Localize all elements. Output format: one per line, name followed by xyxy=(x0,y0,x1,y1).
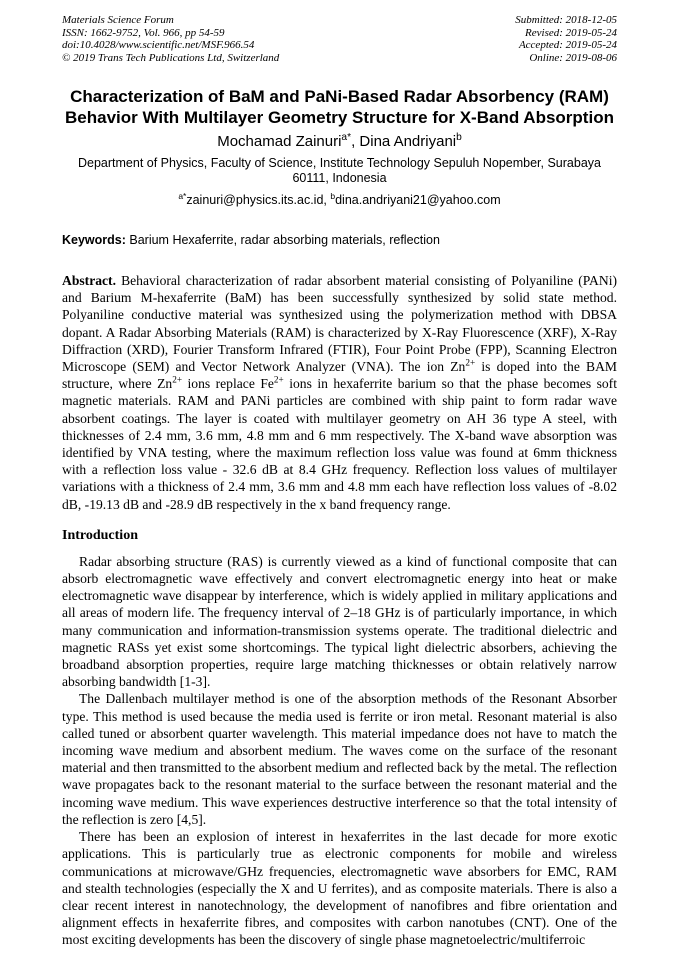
paper-title-line-2: Behavior With Multilayer Geometry Structure for X-Band Absorption xyxy=(65,107,614,127)
issn-volume-line: ISSN: 1662-9752, Vol. 966, pp 54-59 xyxy=(62,26,225,39)
affiliation xyxy=(62,156,617,185)
keywords-line: Keywords: Barium Hexaferrite, radar absorbing materials, reflection xyxy=(62,233,440,247)
paper-title xyxy=(62,87,617,128)
section-heading-introduction: Introduction xyxy=(62,527,138,543)
affiliation-line-2: 60111, Indonesia xyxy=(292,170,387,185)
submitted-date: Submitted: 2018-12-05 xyxy=(515,14,617,26)
online-date: Online: 2019-08-06 xyxy=(529,51,617,64)
abstract-paragraph: Abstract. Behavioral characterization of radar absorbent material consisting of Polyaniline (PANi) and Barium M-hexaferrite (BaM) has been successfully synthesized by solid state method. Polyaniline conductive material was synthesized using the polymerization method with DBSA dopant. A Radar Absorbing Materials (RAM) is characterized by X-Ray Fluorescence (XRF), X-Ray Diffraction (XRD), Fourier Transform Infrared (FTIR), Four Point Probe (FPP), Scanning Electron Microscope (SEM) and Vector Network Analyzer (VNA). The ion $Zn^{2+}$ is doped into the BAM structure, where $Zn^{2+}$ ions replace $Fe^{2+}$ ions in hexaferrite barium so that the phase becomes soft magnetic materials. RAM and PANi particles are combined with ship paint to form radar wave absorbent coatings. The layer is coated with multilayer geometry on AH 36 type A steel, with thicknesses of 2.4 mm, 3.6 mm, 4.8 mm and 6 mm respectively. The X-band wave absorption was identified by VNA testing, where the maximum reflection loss value was found at 6mm thickness with a reflection loss value - 32.6 dB at 8.4 GHz frequency. Reflection loss values of multilayer variations with a thickness of 2.4 mm, 3.6 mm and 4.8 mm each have reflection loss values of -8.02 dB, -19.13 dB and -28.9 dB respectively in the x band frequency range. xyxy=(62,273,617,512)
intro-paragraph-2: The Dallenbach multilayer method is one of the absorption methods of the Resonant Absorber type. This method is used because the media used is ferrite or iron metal. Resonant material is also called tuned or absorbent quarter wavelength. This material impedance does not have to match the incoming wave medium and absorbent medium. The waves come on the surface of the resonant material and then transmitted to the absorbent medium and reflected back by the metal. The reflection wave propagates back to the resonant material to the surface between the resonant material and the incoming wave medium. This wave experiences destructive interference so that the total intensity of the reflection is zero [4,5]. xyxy=(62,691,617,827)
intro-paragraph-1: Radar absorbing structure (RAS) is currently viewed as a kind of functional composite that can absorb electromagnetic wave effectively and convert electromagnetic energy into heat or make electromagnetic wave disappear by interference, which is widely applied in military applications and all areas of modern life. The frequency interval of 2–18 GHz is of particularly importance, in which many communication and information-transmission systems operate. The traditional dielectric and magnetic RASs yet exist some shortcomings. The typical light dielectric absorbers, achieving the broadband absorption properties, require large matching thicknesses or obtain relatively narrow absorbing bandwidth [1-3]. xyxy=(62,553,617,690)
copyright-line: © 2019 Trans Tech Publications Ltd, Switzerland xyxy=(62,51,280,64)
affiliation-line-1: Department of Physics, Faculty of Science, Institute Technology Sepuluh Nopember, Surabaya xyxy=(78,156,601,170)
journal-header xyxy=(62,14,617,64)
journal-header-left xyxy=(62,14,279,64)
journal-name: Materials Science Forum xyxy=(62,14,174,26)
authors-line: Mochamad Zainuri$^{a*}$, Dina Andriyani$^b$ xyxy=(217,132,462,150)
author-emails: $^{a*}$zainuri@physics.its.ac.id, $^b$dina.andriyani21@yahoo.com xyxy=(178,190,501,207)
doi-line: doi:10.4028/www.scientific.net/MSF.966.54 xyxy=(62,39,255,51)
intro-paragraph-3: There has been an explosion of interest in hexaferrites in the last decade for more exotic applications. This is particularly true as electronic components for mobile and wireless communications at microwave/GHz frequencies, electromagnetic wave absorbers for EMC, RAM and stealth technologies (especially the X and U ferrites), and as composite materials. There is also a clear recent interest in nanotechnology, the development of nanofibres and fibre orientation and alignment effects in hexaferrite fibres, and composites with carbon nanotubes (CNT). One of the most exciting developments has been the discovery of single phase magnetoelectric/multiferroic xyxy=(62,829,617,948)
revised-date: Revised: 2019-05-24 xyxy=(525,26,617,39)
journal-header-right xyxy=(515,14,617,64)
accepted-date: Accepted: 2019-05-24 xyxy=(518,39,617,51)
paper-title-line-1: Characterization of BaM and PaNi-Based Radar Absorbency (RAM) xyxy=(70,87,609,106)
